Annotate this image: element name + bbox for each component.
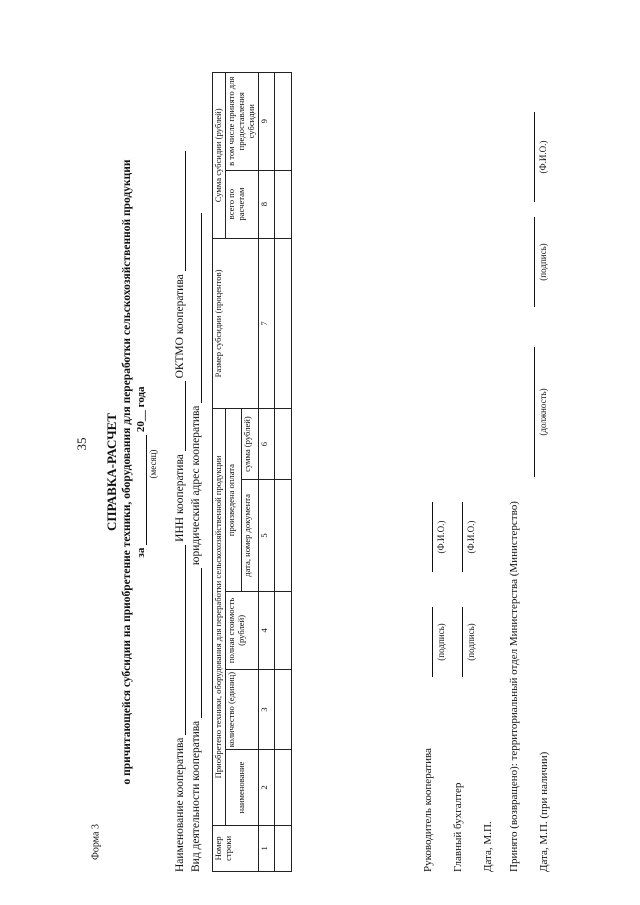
document-subtitle: о причитающейся субсидии на приобретение техники, оборудования для переработки сельскохозяйственной продукции: [121, 159, 133, 785]
head-fio: [422, 502, 446, 572]
col-num: 2: [258, 750, 274, 826]
col-num: 7: [258, 238, 274, 408]
activity-label: Вид деятельности кооператива: [190, 720, 202, 872]
header-payment-group: произведена оплата: [225, 409, 241, 592]
document-title: СПРАВКА-РАСЧЕТ: [104, 413, 119, 531]
period-prefix: за: [135, 547, 147, 558]
header-subsidy-rate: Размер субсидии (процентов): [213, 238, 259, 408]
oktmo-blank: [185, 151, 186, 271]
fio-caption: (Ф.И.О.): [436, 520, 446, 554]
column-number-row: [258, 73, 274, 872]
signature-line: [422, 607, 433, 677]
final-fio: [524, 112, 548, 202]
col-num: 3: [258, 669, 274, 749]
address-blank: [201, 213, 202, 403]
accountant-signature: [452, 607, 476, 677]
head-signature-row: [422, 72, 452, 872]
table-cell: [274, 591, 291, 669]
col-num: 6: [258, 409, 274, 480]
date-row: [482, 72, 508, 872]
signature-line: [452, 607, 463, 677]
signature-caption: (подпись): [538, 243, 548, 281]
header-quantity: количество (единиц): [225, 669, 258, 749]
signatures-block: [422, 72, 568, 872]
period-hint: (месяц): [148, 449, 158, 479]
oktmo-label: ОКТМО кооператива: [174, 274, 186, 379]
period-line: [135, 72, 147, 872]
header-doc-sum: сумма (рублей): [242, 409, 258, 480]
table-cell: [274, 238, 291, 408]
cooperative-info: [174, 72, 206, 872]
accountant-fio: [452, 502, 476, 572]
col-num: 4: [258, 591, 274, 669]
head-label: Руководитель кооператива: [422, 748, 434, 872]
fio-line: [524, 112, 535, 202]
header-row-number: Номер строки: [213, 825, 259, 871]
date-stamp-optional: Дата, М.П. (при наличии): [538, 751, 550, 872]
table-row: [274, 73, 291, 872]
final-row: [538, 72, 568, 872]
table-cell: [274, 669, 291, 749]
title-block: [102, 72, 158, 872]
inn-blank: [185, 381, 186, 451]
final-signature: [524, 217, 548, 307]
fio-caption: (Ф.И.О.): [538, 140, 548, 174]
coop-name-label: Наименование кооператива: [174, 737, 186, 872]
head-signature: [422, 607, 446, 677]
header-total-calc: всего по расчетам: [225, 170, 258, 238]
header-doc-date-number: дата, номер документа: [242, 479, 258, 591]
address-label: юридический адрес кооператива: [190, 405, 202, 566]
activity-blank: [201, 568, 202, 718]
accepted-label: Принято (возвращено): территориальный отдел Министерства (Министерство): [508, 501, 520, 872]
position-caption: (должность): [538, 388, 548, 436]
signature-caption: (подпись): [466, 623, 476, 661]
subsidy-table: [212, 72, 292, 872]
fio-line: [422, 502, 433, 572]
month-blank: [146, 435, 147, 545]
inn-label: ИНН кооператива: [174, 454, 186, 542]
info-row-2: [190, 72, 206, 872]
header-name: наименование: [225, 750, 258, 826]
form-label: Форма 3: [90, 824, 102, 860]
coop-name-blank: [185, 545, 186, 735]
table-cell: [274, 825, 291, 871]
period-year: 20__ года: [135, 386, 147, 433]
header-subsidy-sum-group: Сумма субсидии (рублей): [213, 73, 226, 239]
table-cell: [274, 479, 291, 591]
position-signature: [524, 347, 548, 477]
accountant-signature-row: [452, 72, 482, 872]
header-purchased-group: Приобретено техники, оборудования для переработки сельскохозяйственной продукции: [213, 409, 226, 826]
date-stamp: Дата, М.П.: [482, 821, 494, 872]
table-cell: [274, 750, 291, 826]
table-cell: [274, 170, 291, 238]
header-including-granted: в том числе принято для предоставления субсидии: [225, 73, 258, 171]
col-num: 1: [258, 825, 274, 871]
fio-line: [452, 502, 463, 572]
table-cell: [274, 409, 291, 480]
info-row-1: [174, 72, 190, 872]
rotated-content: [102, 72, 550, 872]
page-number: 35: [74, 437, 89, 451]
header-full-cost: полная стоимость (рублей): [225, 591, 258, 669]
fio-caption: (Ф.И.О.): [466, 520, 476, 554]
signature-line: [524, 217, 535, 307]
col-num: 5: [258, 479, 274, 591]
accountant-label: Главный бухгалтер: [452, 782, 464, 872]
col-num: 9: [258, 73, 274, 171]
position-line: [524, 347, 535, 477]
signature-caption: (подпись): [436, 623, 446, 661]
table-cell: [274, 73, 291, 171]
col-num: 8: [258, 170, 274, 238]
